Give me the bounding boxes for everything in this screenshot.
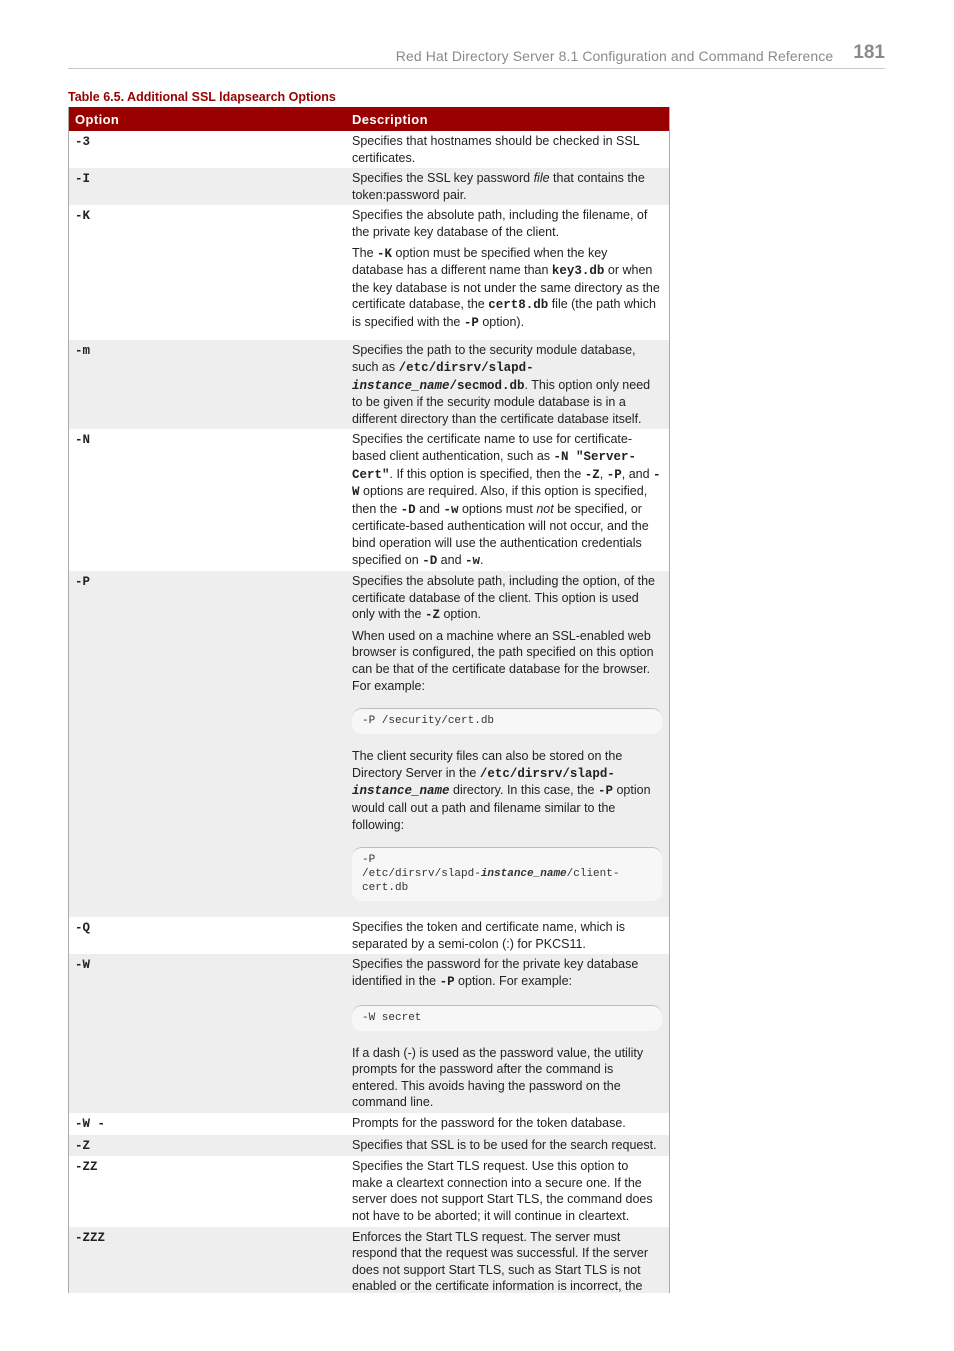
option-name: -P: [75, 575, 91, 590]
option-description: Specifies that SSL is to be used for the search request.: [352, 1137, 657, 1152]
option-name: -ZZ: [75, 1160, 98, 1175]
option-name: -N: [75, 433, 91, 448]
option-name: -3: [75, 135, 91, 149]
table-row: [69, 954, 669, 1113]
table-row: [69, 205, 669, 340]
option-description: Specifies the Start TLS request. Use this option to make a cleartext connection into a secure one. If the server does not support Start TLS, the command does not have to be aborted; it will continue in cleartext.: [352, 1159, 653, 1223]
column-header-option: Option: [69, 107, 346, 131]
code-block: -W secret: [352, 1005, 662, 1031]
table-row: [69, 917, 669, 954]
page-header: [68, 42, 885, 69]
table-row: [69, 1135, 669, 1157]
table-row: [69, 571, 669, 917]
code-block: -P /etc/dirsrv/slapd-instance_name/client- cert.db: [352, 847, 662, 901]
option-description: Specifies the SSL key password file that contains the token:password pair.: [346, 168, 669, 205]
option-description: Prompts for the password for the token database.: [352, 1115, 626, 1130]
option-description: Specifies the absolute path, including the filename, of the private key database of the client. The -K option must be specified when the key database has a different name than key3.db or when the key database is not under the same directory as the certificate database, the cert8.db file (the path which is specified with the -P option).: [346, 205, 669, 340]
column-header-description: Description: [346, 107, 669, 131]
table-header-row: [69, 107, 669, 131]
option-name: -ZZZ: [75, 1230, 106, 1245]
table-caption: Table 6.5. Additional SSL ldapsearch Options: [68, 90, 336, 104]
option-name: -Q: [75, 921, 91, 936]
option-name: -W: [75, 958, 91, 973]
code-block: -P /security/cert.db: [352, 708, 662, 734]
table-row: [69, 168, 669, 205]
option-description: Specifies the certificate name to use for certificate-based client authentication, such as -N "Server-Cert". If this option is specified, then the -Z, -P, and -W options are required. Also, if this option is specified, then the -D and -w options must not be specified, or certificate-based authentication will not occur, and the bind operation will use the authentication credentials specified on -D and -w.: [346, 429, 669, 571]
running-title: Red Hat Directory Server 8.1 Configuration and Command Reference: [395, 48, 834, 64]
table-row: [69, 1227, 669, 1293]
table-row: [69, 1156, 669, 1226]
option-name: -I: [75, 172, 91, 187]
option-description: Specifies the path to the security module database, such as /etc/dirsrv/slapd-instance_name/secmod.db. This option only need to be given if the security module database is in a different directory than the certificate database itself.: [346, 340, 669, 429]
table-row: [69, 340, 669, 429]
option-description: Specifies the absolute path, including the option, of the certificate database of the client. This option is used only with the -Z option. When used on a machine where an SSL-enabled web browser is configured, the path specified on this option can be that of the certificate database for the browser. For example: -P /security/cert.db The client security files can also be stored on the Directory Server in the /etc/dirsrv/slapd-instance_name directory. In this case, the -P option would call out a path and filename similar to the following: -P /etc/dirsrv/slapd-instance_name/client- cert.db: [346, 571, 669, 917]
option-name: -W -: [75, 1116, 106, 1131]
option-description: Enforces the Start TLS request. The server must respond that the request was successful. If the server does not support Start TLS, such as Start TLS is not enabled or the certificate information is incorrect, the: [352, 1229, 648, 1293]
option-description: Specifies the token and certificate name, which is separated by a semi-colon (:) for PKCS11.: [352, 920, 626, 951]
options-table: [68, 107, 670, 1293]
table-row: [69, 429, 669, 571]
option-name: -K: [75, 209, 91, 224]
page-number: 181: [853, 42, 885, 63]
table-row: [69, 131, 669, 168]
option-description: Specifies the password for the private key database identified in the -P option. For example: -W secret If a dash (-) is used as the password value, the utility prompts for the password after the command is entered. This avoids having the password on the command line.: [346, 954, 669, 1113]
option-name: -m: [75, 344, 91, 359]
option-name: -Z: [75, 1138, 91, 1153]
option-description: Specifies that hostnames should be checked in SSL certificates.: [352, 134, 640, 165]
table-row: [69, 1113, 669, 1135]
